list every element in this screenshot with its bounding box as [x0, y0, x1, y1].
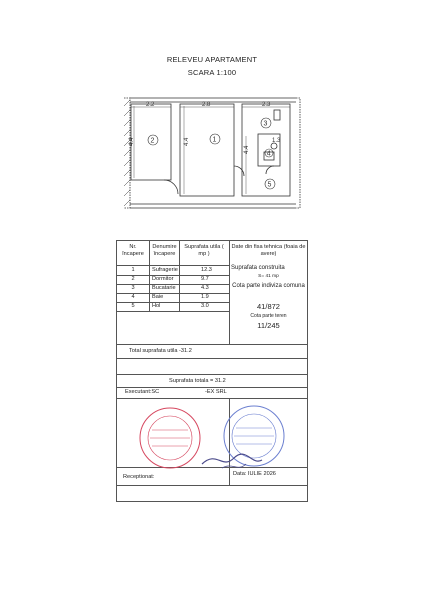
cota-indiviza-label: Cota parte indiviza comuna [232, 283, 305, 289]
header-nr: Nr. încapere [122, 244, 144, 257]
plan-dim-bath: 1.3 [272, 138, 281, 144]
row-5-nr: 5 [131, 303, 135, 309]
plan-dim-w2: 2.8 [202, 102, 211, 108]
suprafata-construita-label: Suprafata construita [231, 265, 285, 271]
room-number-3: 3 [263, 120, 268, 128]
document-title: RELEVEU APARTAMENT [166, 55, 258, 64]
suprafata-construita-value: S= 41 mp [258, 274, 279, 279]
stamp-seal [122, 400, 304, 480]
row-2-area: 9.7 [201, 276, 209, 282]
header-date-fisa: Date din fisa tehnica (foaia de avere) [231, 244, 306, 257]
suprafata-totala: Suprafata totala = 31.2 [169, 378, 226, 384]
row-1-area: 12.3 [201, 267, 212, 273]
room-number-5: 5 [267, 181, 272, 189]
row-3-nr: 3 [131, 285, 135, 291]
header-suprafata: Suprafata utila ( mp ) [184, 244, 224, 257]
row-3-area: 4.3 [201, 285, 209, 291]
plan-dim-w1: 2.2 [146, 102, 155, 108]
row-5-area: 3.0 [201, 303, 209, 309]
row-2-name: Dormitor [152, 276, 174, 282]
room-number-1: 1 [212, 136, 217, 144]
cota-teren-value: 11/245 [257, 321, 280, 330]
room-number-2: 2 [150, 137, 155, 145]
row-4-area: 1.9 [201, 294, 209, 300]
row-5-name: Hol [152, 303, 161, 309]
row-4-nr: 4 [131, 294, 135, 300]
executant-value: -EX SRL [205, 389, 227, 395]
row-1-nr: 1 [131, 267, 135, 273]
plan-dim-h1: 4.4 [129, 137, 135, 146]
plan-dim-w3: 2.3 [262, 102, 271, 108]
row-3-name: Bucatarie [152, 285, 176, 291]
row-1-name: Sufragerie [152, 267, 178, 273]
row-2-nr: 2 [131, 276, 135, 282]
header-denumire: Denumire încapere [152, 244, 177, 257]
cota-indiviza-value: 41/872 [257, 302, 280, 311]
plan-dim-h3: 4.4 [244, 145, 250, 154]
executant-label: Executant:SC [125, 389, 160, 395]
document-scale: SCARA 1:100 [187, 68, 237, 77]
floor-plan [124, 96, 302, 214]
room-number-4: 4 [266, 150, 271, 158]
cota-teren-label: Cota parte teren [250, 313, 287, 319]
row-4-name: Baie [152, 294, 164, 300]
receptionat-label: Receptionat: [123, 474, 155, 480]
total-suprafata-utila: Total suprafata utila -31.2 [129, 348, 192, 354]
plan-dim-h2: 4.4 [184, 137, 190, 146]
data-label: Data: IULIE 2026 [233, 471, 276, 477]
